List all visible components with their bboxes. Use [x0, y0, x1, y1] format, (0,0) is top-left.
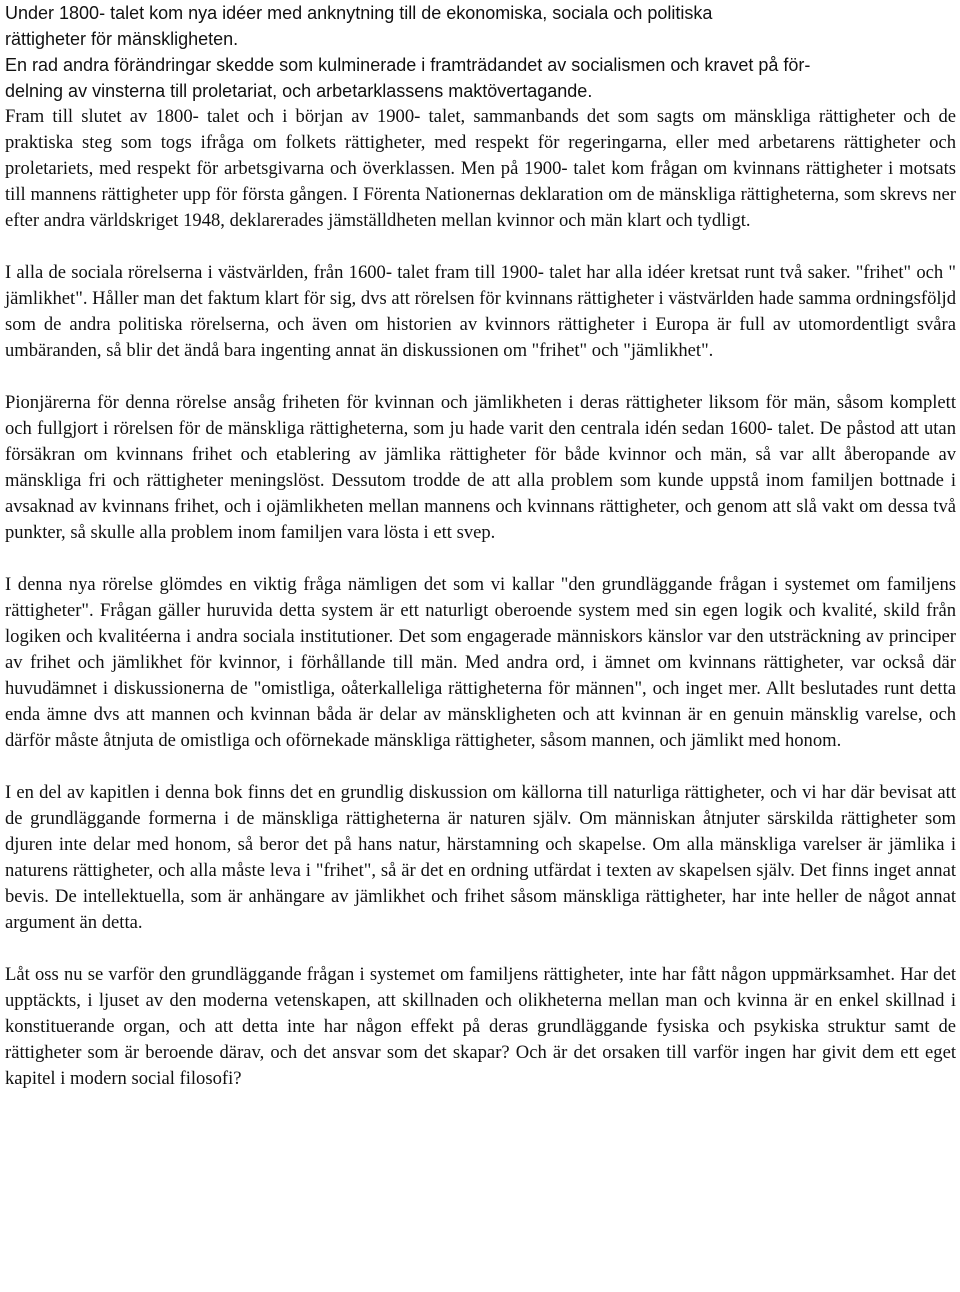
intro-sans-block — [5, 0, 956, 104]
paragraph-1: Fram till slutet av 1800- talet och i början av 1900- talet, sammanbands det som sagts om mänskliga rättigheter och de praktiska steg som togs ifråga om folkets rättigheter, med respekt för regeringarna, eller med arbetarens rättigheter och proletariets, med respekt för arbetsgivarna och överklassen. Men på 1900- talet kom frågan om kvinnans rättigheter i motsats till mannens rättigheter upp för första gången. I Förenta Nationernas deklaration om de mänskliga rättigheterna, som skrevs ner efter andra världskriget 1948, deklarerades jämställdheten mellan kvinnor och män klart och tydligt. — [5, 106, 956, 231]
paragraph-3: Pionjärerna för denna rörelse ansåg friheten för kvinnan och jämlikheten i deras rättigheter liksom för män, såsom komplett och fullgjort i rörelsen för de mänskliga rättigheterna, som ju hade varit den centrala idén sedan 1600- talet. De påstod att utan försäkran om kvinnans frihet och etablering av jämlika rättigheter för både kvinnor och män, så var allt åberopande av mänskliga fri och rättigheter meningslöst. Dessutom trodde de att alla problem som kunde uppstå inom familjen bottnade i avsaknad av kvinnans frihet, och i ojämlikheten mellan mannens och kvinnans rättigheter, och genom att slå vakt om dessa två punkter, så skulle alla problem inom familjen vara lösta i ett svep. — [5, 392, 956, 543]
intro-line-4: delning av vinsterna till proletariat, och arbetarklassens maktövertagande. — [5, 81, 593, 101]
paragraph-gap — [5, 754, 956, 780]
paragraph-2: I alla de sociala rörelserna i västvärlden, från 1600- talet fram till 1900- talet har alla idéer kretsat runt två saker. "frihet" och " jämlikhet". Håller man det faktum klart för sig, dvs att rörelsen för kvinnans rättigheter i västvärlden hade samma ordningsföljd som de andra politiska rörelserna, och även om historien av kvinnors rättigheter i Europa är full av utomordentligt svåra umbäranden, så blir det ändå bara ingenting annat än diskussionen om "frihet" och "jämlikhet". — [5, 262, 956, 361]
paragraph-gap — [5, 234, 956, 260]
intro-line-1: Under 1800- talet kom nya idéer med anknytning till de ekonomiska, sociala och politiska — [5, 3, 713, 23]
paragraph-gap — [5, 364, 956, 390]
paragraph-6: Låt oss nu se varför den grundläggande frågan i systemet om familjens rättigheter, inte har fått någon uppmärksamhet. Har det upptäckts, i ljuset av den moderna vetenskapen, att skillnaden och olikheterna mellan man och kvinna är en enkel skillnad i konstituerande organ, och att detta inte har någon effekt på deras grundläggande fysiska och psykiska struktur samt de rättigheter som är beroende därav, och det ansvar som det skapar? Och är det orsaken till varför ingen har givit dem ett eget kapitel i modern social filosofi? — [5, 964, 956, 1089]
paragraph-4: I denna nya rörelse glömdes en viktig fråga nämligen det som vi kallar "den grundläggande frågan i systemet om familjens rättigheter". Frågan gäller huruvida detta system är ett naturligt oberoende system med sin egen logik och kvalité, skild från logiken och kvalitéerna i andra sociala institutioner. Det som engagerade människors känslor var den utsträckning av principer av frihet och jämlikhet för kvinnor, i förhållande till män. Med andra ord, i ämnet om kvinnans rättigheter, var också där huvudämnet i diskussionerna de "omistliga, oåterkalleliga rättigheterna för männen", och inget mer. Allt beslutades runt detta enda ämne dvs att mannen och kvinnan båda är delar av mänskligheten och att kvinnan är en genuin mänsklig varelse, och därför måste åtnjuta de omistliga och oförnekade mänskliga rättigheter, såsom mannen, och jämlikt med honom. — [5, 574, 956, 751]
paragraph-gap — [5, 936, 956, 962]
paragraph-gap — [5, 546, 956, 572]
intro-line-2: rättigheter för mänskligheten. — [5, 29, 239, 49]
paragraph-5: I en del av kapitlen i denna bok finns det en grundlig diskussion om källorna till naturliga rättigheter, och vi har där bevisat att de grundläggande formerna i de mänskliga rättigheterna är naturen själv. Om människan åtnjuter särskilda rättigheter som djuren inte delar med honom, så beror det på hans natur, härstamning och skapelse. Om alla mänskliga varelser är jämlika i naturens rättigheter, och alla måste leva i "frihet", så är det en ordning utfärdat i texten av skapelsen själv. Det finns inget annat bevis. De intellektuella, som är anhängare av jämlikhet och frihet såsom mänskliga rättigheter, har inte heller de något annat argument än detta. — [5, 782, 956, 933]
intro-line-3: En rad andra förändringar skedde som kulminerade i framträdandet av socialismen och kravet på för- — [5, 55, 811, 75]
